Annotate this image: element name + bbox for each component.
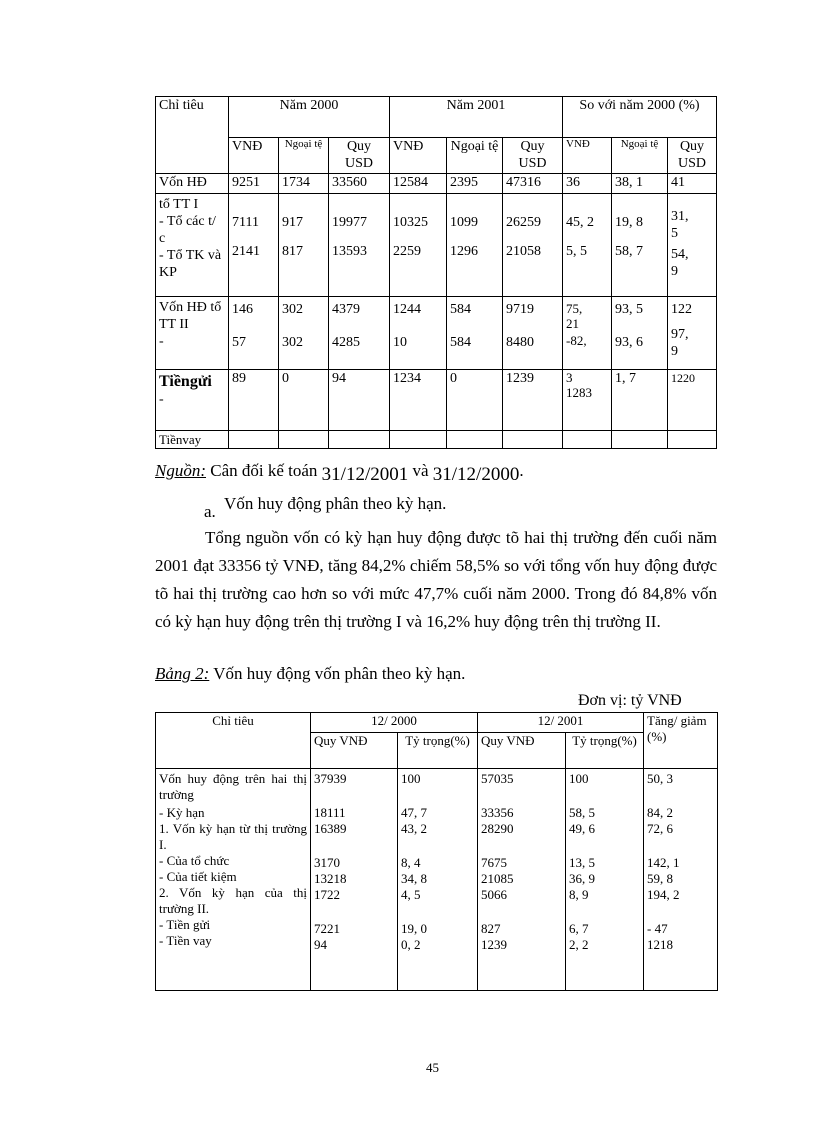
t1-cell: 19, 8 (615, 215, 643, 230)
t1-cell: 89 (229, 370, 279, 431)
t2-cell: 19, 0 (401, 921, 427, 936)
t2-row-label: - Kỳ hạn (159, 805, 205, 820)
t1-cell: 33560 (329, 174, 390, 194)
t2-row-label: 1. Vốn kỳ hạn từ thị trường I. (159, 821, 307, 852)
t1-cell: 1234 (390, 370, 447, 431)
t1-cell: 5, 5 (566, 244, 587, 259)
t2-cell: 8, 4 (401, 855, 421, 870)
t1-cell: 75, 21 (566, 301, 583, 331)
t1-cell: 58, 7 (615, 244, 643, 259)
source-and: và (412, 461, 429, 480)
t2-cell: 28290 (481, 821, 514, 836)
t2-cell: 13, 5 (569, 855, 595, 870)
t1-cell: 41 (668, 174, 717, 194)
t1-cell: 97, 9 (671, 327, 689, 359)
table-2-title: Vốn huy động vốn phân theo kỳ hạn. (213, 664, 466, 683)
t1-cell: 584 (450, 335, 471, 350)
t1-cell: 1296 (450, 244, 478, 259)
t1-cell: 36 (563, 174, 612, 194)
t1-row-label: - (159, 334, 164, 349)
t2-cell: 94 (314, 937, 327, 952)
source-text: Cân đối kế toán (210, 461, 318, 480)
t1-cell: 917 (282, 215, 303, 230)
t1-cell: 0 (447, 370, 503, 431)
t1-row-label: tổ TT I (159, 197, 199, 212)
t2-sub-ty: Tỷ trọng(%) (398, 733, 478, 769)
t1-cell: 817 (282, 244, 303, 259)
unit-label: Đơn vị: tỷ VNĐ (578, 692, 682, 709)
t1-cell: 94 (329, 370, 390, 431)
t2-cell: 21085 (481, 871, 514, 886)
t2-cell: 1218 (647, 937, 673, 952)
t1-cell: 45, 2 (566, 215, 594, 230)
source-date-2: 31/12/2000 (432, 464, 520, 485)
t1-sub-quyusd: Quy USD (329, 138, 390, 174)
t1-cell: 122 (671, 302, 692, 317)
t2-cell: 6, 7 (569, 921, 589, 936)
t1-header-chitieu: Chỉ tiêu (156, 97, 229, 174)
t1-sub-ngoaite: Ngoại tệ (612, 138, 668, 174)
t2-cell: 16389 (314, 821, 347, 836)
t1-cell: 54, 9 (671, 247, 689, 279)
t2-cell: 0, 2 (401, 937, 421, 952)
t1-cell: -82, (566, 333, 587, 348)
t2-cell: 34, 8 (401, 871, 427, 886)
t2-cell: 49, 6 (569, 821, 595, 836)
t1-cell: 302 (282, 302, 303, 317)
t1-header-2000: Năm 2000 (229, 97, 390, 138)
t2-cell: 142, 1 (647, 855, 680, 870)
t1-cell: 4379 (332, 302, 360, 317)
t2-row-label: 2. Vốn kỳ hạn của thị trường II. (159, 885, 307, 916)
t1-cell: 2259 (393, 244, 421, 259)
source-date-1: 31/12/2001 (321, 464, 409, 485)
t1-cell: 0 (279, 370, 329, 431)
t1-cell: 93, 6 (615, 335, 643, 350)
capital-table-1 (155, 96, 717, 449)
t1-cell: 21058 (506, 244, 541, 259)
t2-cell: 8, 9 (569, 887, 589, 902)
t1-cell: 13593 (332, 244, 367, 259)
t1-cell: 146 (232, 302, 253, 317)
t1-cell: 3 1283 (566, 370, 592, 400)
t1-cell: 2141 (232, 244, 260, 259)
t2-sub-quy: Quy VNĐ (311, 733, 398, 769)
t2-sub-ty: Tỷ trọng(%) (566, 733, 644, 769)
t1-cell: 12584 (390, 174, 447, 194)
t1-sub-ngoaite: Ngoại tệ (447, 138, 503, 174)
t2-cell: 37939 (314, 771, 347, 786)
t2-cell: 100 (569, 771, 589, 786)
t1-cell: 57 (232, 335, 246, 350)
t1-sub-ngoaite: Ngoại tệ (279, 138, 329, 174)
t1-sub-quyusd: Quy USD (668, 138, 717, 174)
t1-cell: 26259 (506, 215, 541, 230)
t2-row-label: - Của tổ chức (159, 853, 230, 868)
section-a-marker: a. (204, 502, 216, 521)
capital-table-2 (155, 712, 718, 991)
t1-cell: 1734 (279, 174, 329, 194)
t1-header-compare: So với năm 2000 (%) (563, 97, 717, 138)
t2-cell: 1722 (314, 887, 340, 902)
t2-cell: 59, 8 (647, 871, 673, 886)
t2-cell: 57035 (481, 771, 514, 786)
t2-cell: 194, 2 (647, 887, 680, 902)
t1-row-label: - (159, 392, 164, 407)
t2-cell: 5066 (481, 887, 507, 902)
t2-col-t2000 (398, 769, 478, 991)
t1-sub-vnd: VNĐ (563, 138, 612, 174)
t2-cell: 3170 (314, 855, 340, 870)
t2-col-q2000 (311, 769, 398, 991)
t2-cell: 43, 2 (401, 821, 427, 836)
t2-sub-quy: Quy VNĐ (478, 733, 566, 769)
t2-cell: 4, 5 (401, 887, 421, 902)
t1-row-label: Vốn HĐ (156, 174, 229, 194)
t1-cell: 302 (282, 335, 303, 350)
t1-cell: 1099 (450, 215, 478, 230)
page-number: 45 (426, 1060, 439, 1075)
t2-cell: 827 (481, 921, 501, 936)
t2-cell: 7221 (314, 921, 340, 936)
t2-row-label: - Tiền vay (159, 933, 212, 948)
section-a-title: Vốn huy động phân theo kỳ hạn. (224, 494, 447, 513)
t1-row-label: - Tổ TK và KP (159, 248, 222, 280)
t1-sub-vnd: VNĐ (390, 138, 447, 174)
t1-cell: 1, 7 (612, 370, 668, 431)
t2-col-change (644, 769, 718, 991)
t1-cell: 10325 (393, 215, 428, 230)
section-a-heading (204, 494, 447, 521)
t1-cell: 8480 (506, 335, 534, 350)
t1-header-2001: Năm 2001 (390, 97, 563, 138)
t2-cell: 50, 3 (647, 771, 673, 786)
t1-row-label: - Tổ các t/ c (159, 214, 216, 246)
t2-header-2000: 12/ 2000 (311, 713, 478, 733)
t1-sub-quyusd: Quy USD (503, 138, 563, 174)
t1-cell: 9251 (229, 174, 279, 194)
t1-sub-vnd: VNĐ (229, 138, 279, 174)
t2-cell: 2, 2 (569, 937, 589, 952)
t2-cell: 1239 (481, 937, 507, 952)
t2-cell: 7675 (481, 855, 507, 870)
t2-header-chitieu: Chỉ tiêu (156, 713, 311, 769)
t1-cell: 38, 1 (612, 174, 668, 194)
t2-cell: 47, 7 (401, 805, 427, 820)
t2-cell: 72, 6 (647, 821, 673, 836)
t2-row-label: - Tiền gửi (159, 917, 211, 932)
t1-cell: 47316 (503, 174, 563, 194)
t1-cell: 1239 (503, 370, 563, 431)
table-2-label: Bảng 2: (155, 664, 210, 683)
t1-row-label: Tiềngửi (159, 373, 212, 390)
t1-cell: 1244 (393, 302, 421, 317)
t2-cell: 18111 (314, 805, 346, 820)
t1-cell: 9719 (506, 302, 534, 317)
t2-col-t2001 (566, 769, 644, 991)
source-dot: . (519, 461, 524, 480)
t1-cell: 7111 (232, 215, 259, 230)
t2-cell: 33356 (481, 805, 514, 820)
body-paragraph: Tổng nguồn vốn có kỳ hạn huy động được tõ hai thị trường đến cuối năm 2001 đạt 33356 tỷ VNĐ, tăng 84,2% chiếm 58,5% so với tổng vốn huy động được tõ hai thị trường cao hơn so với mức 47,7% cuối năm 2000. Trong đó 84,8% vốn có kỳ hạn huy động trên thị trường I và 16,2% huy động trên thị trường II. (155, 528, 717, 631)
t2-cell: 13218 (314, 871, 347, 886)
t1-cell: 10 (393, 335, 407, 350)
source-label: Nguồn: (155, 461, 206, 480)
t2-col-q2001 (478, 769, 566, 991)
t1-row-label: Vốn HĐ tổ TT II (159, 300, 222, 332)
table-2-caption (155, 664, 465, 684)
t1-cell: 4285 (332, 335, 360, 350)
t1-cell: 1220 (668, 370, 717, 431)
t2-row-label: - Của tiết kiệm (159, 869, 237, 884)
t2-header-change: Tăng/ giảm (%) (644, 713, 718, 769)
t2-cell: 36, 9 (569, 871, 595, 886)
t1-row-label: Tiềnvay (156, 431, 229, 449)
t2-row-label: Vốn huy động trên hai thị trường (159, 771, 307, 802)
t2-cell: - 47 (647, 921, 668, 936)
t1-cell: 31, 5 (671, 209, 689, 241)
t1-cell: 2395 (447, 174, 503, 194)
t2-cell: 84, 2 (647, 805, 673, 820)
t2-header-2001: 12/ 2001 (478, 713, 644, 733)
t1-cell: 93, 5 (615, 302, 643, 317)
t1-cell: 584 (450, 302, 471, 317)
t1-cell: 19977 (332, 215, 367, 230)
t2-cell: 100 (401, 771, 421, 786)
t2-cell: 58, 5 (569, 805, 595, 820)
source-line (155, 460, 524, 485)
